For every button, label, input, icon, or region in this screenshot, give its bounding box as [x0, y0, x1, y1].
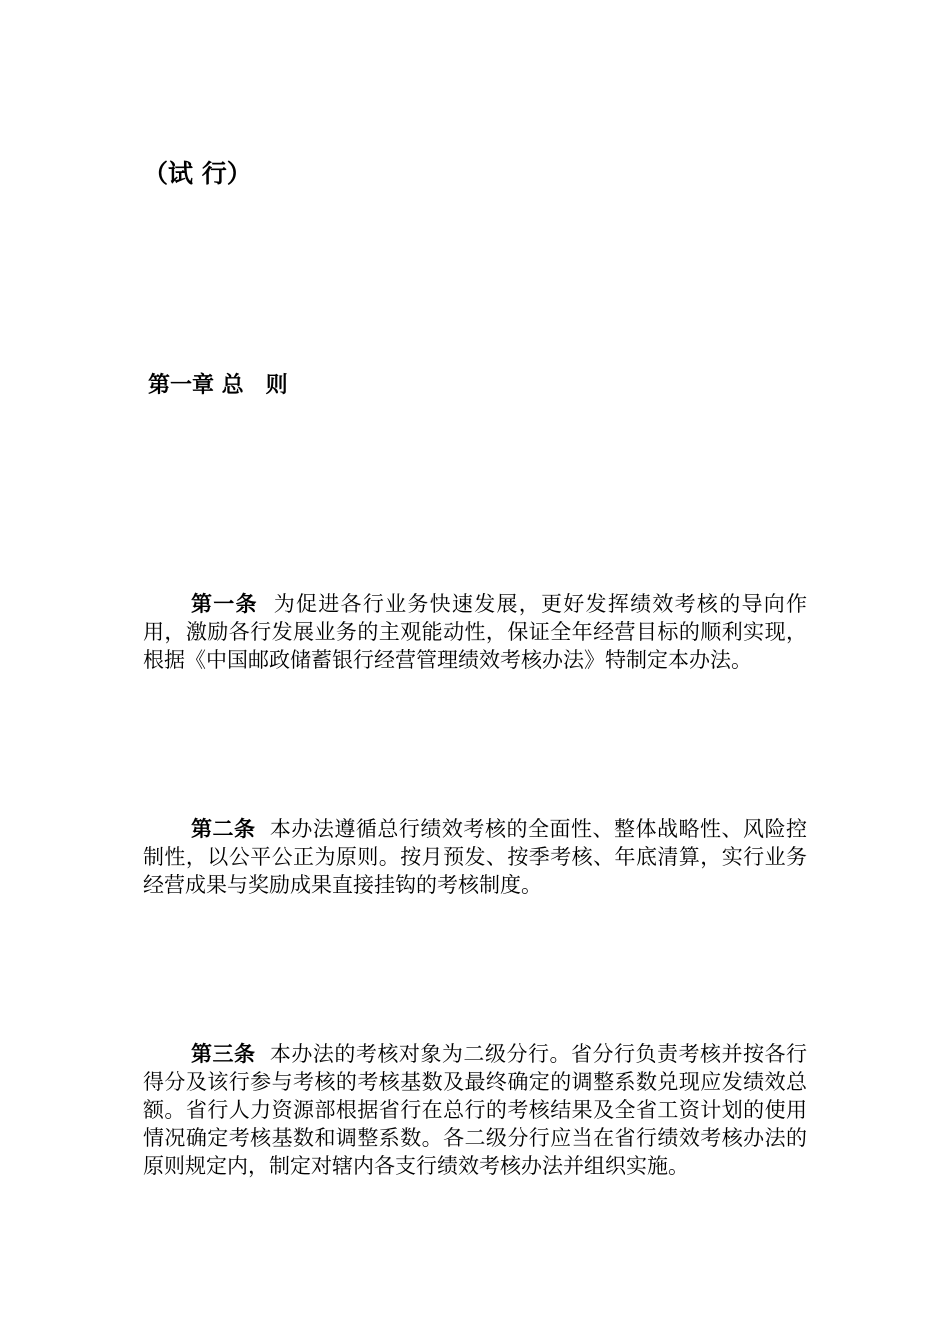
- article-2-number: 第二条: [191, 816, 256, 841]
- article-2: [143, 815, 807, 899]
- article-1-text: 为促进各行业务快速发展，更好发挥绩效考核的导向作用，激励各行发展业务的主观能动性，保证全年经营目标的顺利实现，根据《中国邮政储蓄银行经营管理绩效考核办法》特制定本办法。: [143, 592, 808, 672]
- article-2-text: 本办法遵循总行绩效考核的全面性、整体战略性、风险控制性，以公平公正为原则。按月预发、按季考核、年底清算，实行业务经营成果与奖励成果直接挂钩的考核制度。: [143, 817, 808, 897]
- chapter-title: 第一章 总 则: [148, 372, 288, 398]
- article-3: [143, 1040, 807, 1180]
- article-3-text: 本办法的考核对象为二级分行。省分行负责考核并按各行得分及该行参与考核的考核基数及最终确定的调整系数兑现应发绩效总额。省行人力资源部根据省行在总行的考核结果及全省工资计划的使用情况确定考核基数和调整系数。各二级分行应当在省行绩效考核办法的原则规定内，制定对辖内各支行绩效考核办法并组织实施。: [143, 1042, 808, 1178]
- article-1: [143, 590, 807, 674]
- article-1-number: 第一条: [191, 591, 258, 616]
- article-3-number: 第三条: [191, 1041, 256, 1066]
- document-subtitle: （试 行）: [143, 159, 252, 188]
